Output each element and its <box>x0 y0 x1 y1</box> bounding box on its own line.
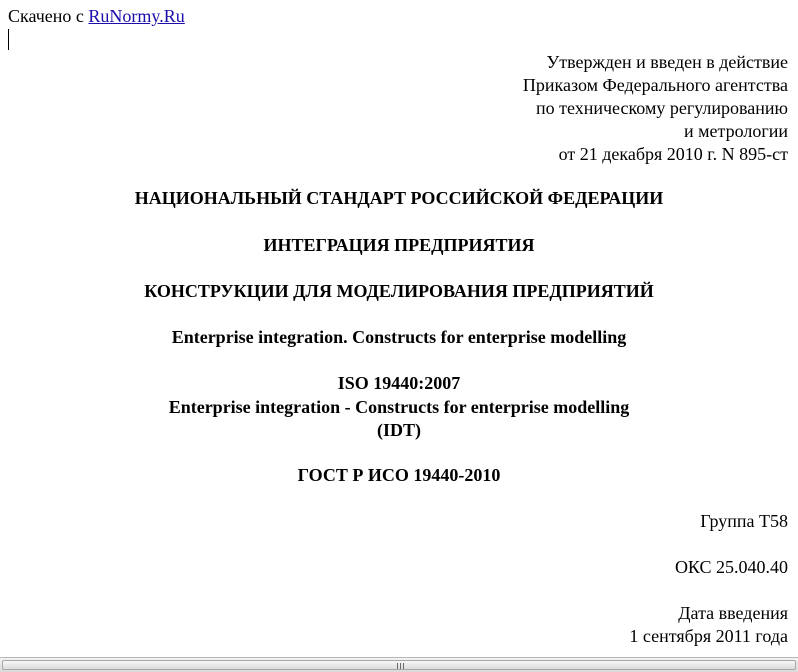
horizontal-scrollbar[interactable] <box>0 657 798 672</box>
grip-icon <box>396 663 405 669</box>
gost-number: ГОСТ Р ИСО 19440-2010 <box>297 465 501 485</box>
scrollbar-thumb[interactable] <box>2 660 796 670</box>
date-value: 1 сентября 2011 года <box>629 626 788 646</box>
approval-line-4: и метрологии <box>684 121 788 141</box>
national-standard-heading: НАЦИОНАЛЬНЫЙ СТАНДАРТ РОССИЙСКОЙ ФЕДЕРАЦИИ <box>134 188 664 208</box>
title-en: Enterprise integration. Constructs for enterprise modelling <box>171 327 627 347</box>
oks-code: ОКС 25.040.40 <box>674 557 788 577</box>
date-label: Дата введения <box>678 603 788 623</box>
approval-line-1: Утвержден и введен в действие <box>546 52 788 72</box>
approval-line-2: Приказом Федерального агентства <box>522 75 788 95</box>
source-link[interactable]: RuNormy.Ru <box>88 6 185 26</box>
group-code: Группа T58 <box>700 511 788 531</box>
text-cursor <box>8 29 9 50</box>
idt-label: (IDT) <box>377 420 421 440</box>
iso-number: ISO 19440:2007 <box>337 373 461 393</box>
source-prefix: Скачено с <box>8 6 89 26</box>
approval-line-5: от 21 декабря 2010 г. N 895-ст <box>558 144 788 164</box>
title-ru-1: ИНТЕГРАЦИЯ ПРЕДПРИЯТИЯ <box>263 235 535 255</box>
iso-title: Enterprise integration - Constructs for enterprise modelling <box>168 397 630 417</box>
title-ru-2: КОНСТРУКЦИИ ДЛЯ МОДЕЛИРОВАНИЯ ПРЕДПРИЯТИЙ <box>144 281 654 301</box>
source-line <box>8 7 185 25</box>
approval-line-3: по техническому регулированию <box>535 98 788 118</box>
